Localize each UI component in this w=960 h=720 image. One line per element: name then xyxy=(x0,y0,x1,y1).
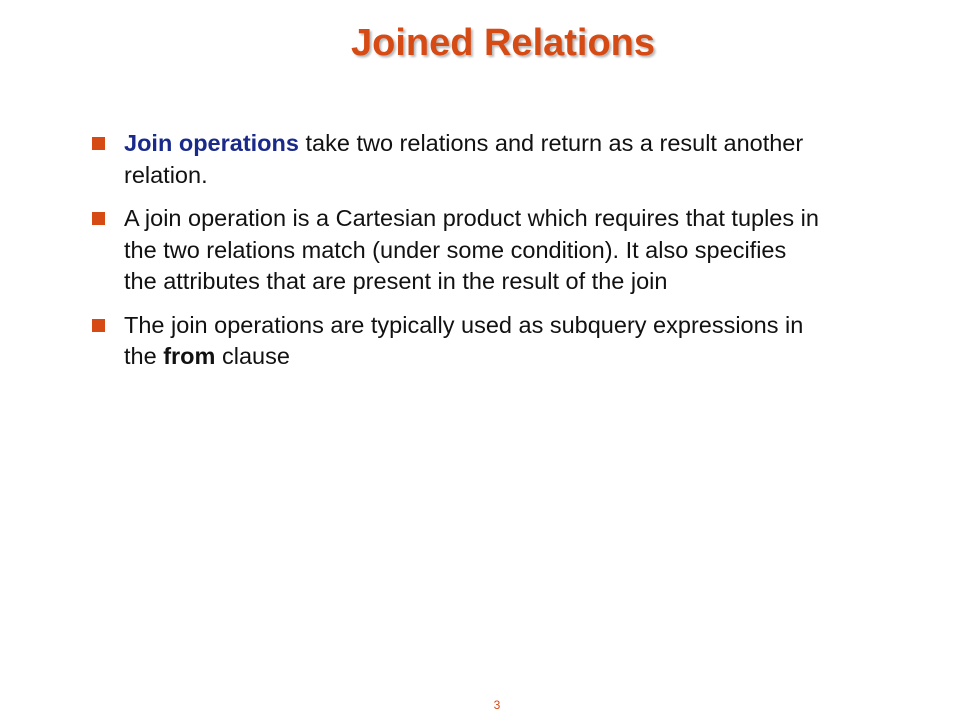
bullet-text: A join operation is a Cartesian product which requires that tuples in the two relations match (under some condition). It also specifies the attributes that are present in the result of the join xyxy=(124,205,819,294)
bullet-text: take two relations and return as a result another relation. xyxy=(124,130,804,188)
bullet-item-cartesian-product xyxy=(90,203,820,298)
slide-title: Joined Relations xyxy=(350,22,656,64)
term-join-operations: Join operations xyxy=(124,130,299,156)
bullet-text-before: The join operations are typically used as subquery expressions in the xyxy=(124,311,804,369)
bullet-list xyxy=(90,128,820,385)
bullet-text-after: clause xyxy=(215,343,290,369)
keyword-from: from xyxy=(163,343,216,369)
page-number: 3 xyxy=(493,698,501,712)
bullet-item-subquery xyxy=(90,310,820,373)
square-bullet-icon xyxy=(92,319,105,332)
square-bullet-icon xyxy=(92,212,105,225)
square-bullet-icon xyxy=(92,137,105,150)
bullet-item-join-operations xyxy=(90,128,820,191)
